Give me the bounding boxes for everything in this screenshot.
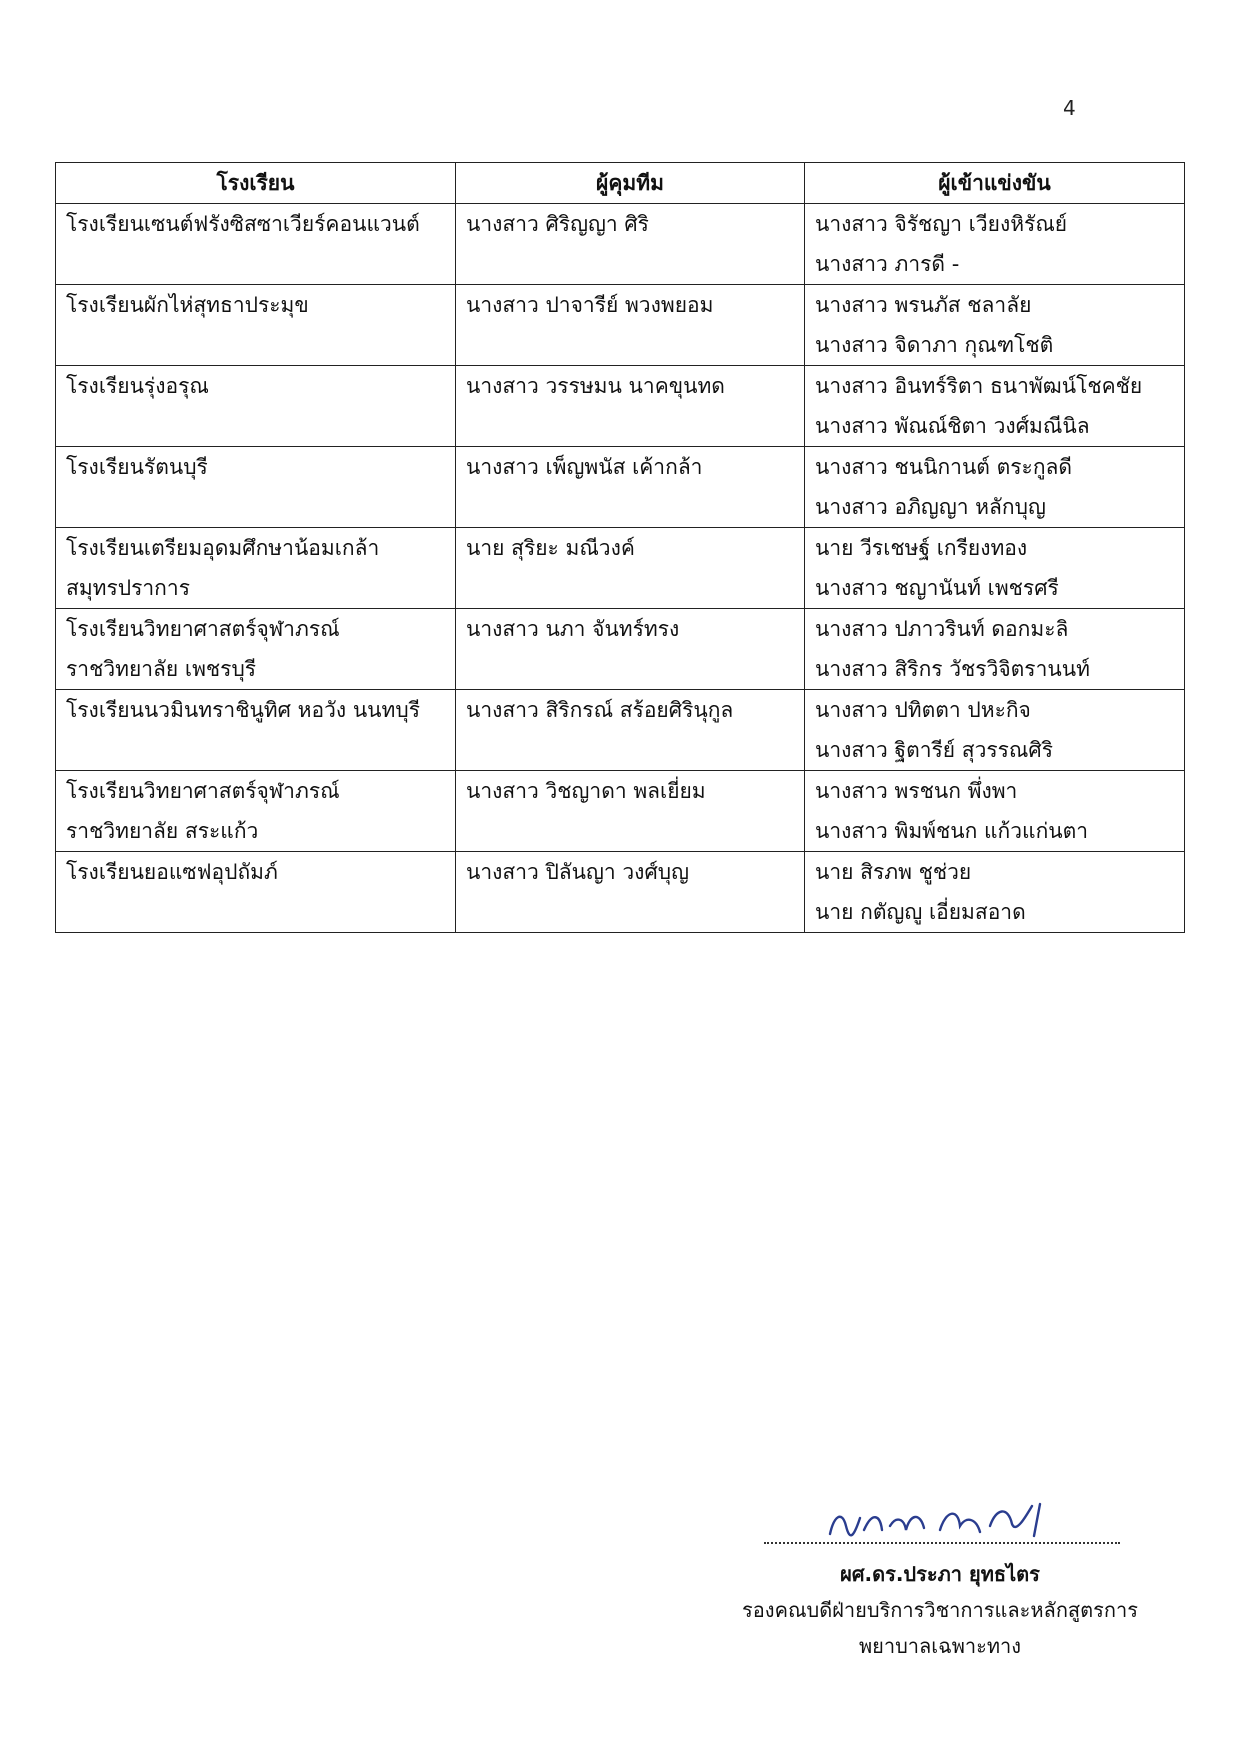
table-row [56, 771, 1185, 852]
competitor-name: นางสาว พรชนก พึ่งพา [815, 779, 1018, 803]
coach-name: นางสาว ปิลันญา วงศ์บุญ [466, 860, 689, 884]
competitor-name: นางสาว ปทิตตา ปหะกิจ [815, 698, 1031, 722]
school-name-line [66, 892, 455, 932]
competitors-cell [805, 447, 1185, 528]
competitors-cell [805, 771, 1185, 852]
coach-cell [456, 528, 805, 609]
competitors-cell [805, 204, 1185, 285]
signer-title: รองคณบดีฝ่ายบริการวิชาการและหลักสูตรการ [742, 1598, 1138, 1622]
coach-cell [456, 690, 805, 771]
competitor-name: นางสาว พัณณ์ชิตา วงศ์มณีนิล [815, 414, 1090, 438]
competitor-name: นางสาว จิรัชญา เวียงหิรัณย์ [815, 212, 1068, 236]
signer-name: ผศ.ดร.ประภา ยุทธไตร [840, 1562, 1040, 1586]
school-name-line [66, 325, 455, 365]
coach-cell [456, 447, 805, 528]
table-row [56, 204, 1185, 285]
coach-name: นางสาว ปาจารีย์ พวงพยอม [466, 293, 714, 317]
competitor-name: นางสาว อินทร์ริตา ธนาพัฒน์โชคชัย [815, 374, 1143, 398]
table-row [56, 852, 1185, 933]
handwritten-signature [820, 1496, 1080, 1544]
coach-cell [456, 366, 805, 447]
signer-department: พยาบาลเฉพาะทาง [858, 1634, 1022, 1658]
school-name-line: โรงเรียนยอแซฟอุปถัมภ์ [66, 860, 278, 884]
school-name-line [66, 406, 455, 446]
school-name-line: ราชวิทยาลัย สระแก้ว [66, 819, 259, 843]
header-school: โรงเรียน [56, 163, 456, 204]
coach-name: นางสาว เพ็ญพนัส เค้ากล้า [466, 455, 703, 479]
school-name-line [66, 730, 455, 770]
competitor-name: นางสาว สิริกร วัชรวิจิตรานนท์ [815, 657, 1090, 681]
school-name-line: โรงเรียนวิทยาศาสตร์จุฬาภรณ์ [66, 779, 340, 803]
school-cell [56, 285, 456, 366]
header-coach: ผู้คุมทีม [456, 163, 805, 204]
school-name-line: โรงเรียนวิทยาศาสตร์จุฬาภรณ์ [66, 617, 340, 641]
school-name-line: โรงเรียนเซนต์ฟรังซิสซาเวียร์คอนแวนต์ [66, 212, 420, 236]
school-cell [56, 852, 456, 933]
table-row [56, 609, 1185, 690]
table-row [56, 366, 1185, 447]
coach-name: นาย สุริยะ มณีวงค์ [466, 536, 635, 560]
coach-name: นางสาว ศิริญญา ศิริ [466, 212, 649, 236]
competitor-name: นาย สิรภพ ชูช่วย [815, 860, 972, 884]
coach-name: นางสาว สิริกรณ์ สร้อยศิรินุกูล [466, 698, 734, 722]
competitor-name: นางสาว พรนภัส ชลาลัย [815, 293, 1032, 317]
coach-cell [456, 771, 805, 852]
school-cell [56, 690, 456, 771]
school-name-line: โรงเรียนรุ่งอรุณ [66, 374, 209, 398]
school-cell [56, 771, 456, 852]
competitor-name: นางสาว อภิญญา หลักบุญ [815, 495, 1046, 519]
competitor-name: นาย กตัญญู เอี่ยมสอาด [815, 900, 1026, 924]
competitor-name: นางสาว ภารดี - [815, 252, 960, 276]
table-row [56, 528, 1185, 609]
school-cell [56, 447, 456, 528]
competitor-name: นางสาว พิมพ์ชนก แก้วแก่นตา [815, 819, 1089, 843]
coach-name: นางสาว วิชญาดา พลเยี่ยม [466, 779, 706, 803]
school-name-line: ราชวิทยาลัย เพชรบุรี [66, 657, 257, 681]
page-number: 4 [1063, 96, 1076, 120]
coach-cell [456, 285, 805, 366]
school-name-line: สมุทรปราการ [66, 576, 190, 600]
competitors-cell [805, 690, 1185, 771]
competitor-name: นาย วีรเชษฐ์ เกรียงทอง [815, 536, 1028, 560]
school-name-line [66, 244, 455, 284]
school-cell [56, 528, 456, 609]
school-name-line: โรงเรียนรัตนบุรี [66, 455, 208, 479]
school-cell [56, 609, 456, 690]
school-name-line: โรงเรียนผักไห่สุทธาประมุข [66, 293, 309, 317]
competitor-name: นางสาว ปภาวรินท์ ดอกมะลิ [815, 617, 1069, 641]
coach-cell [456, 609, 805, 690]
school-cell [56, 366, 456, 447]
competitor-name: นางสาว ชญานันท์ เพชรศรี [815, 576, 1059, 600]
competitors-cell [805, 528, 1185, 609]
competitor-name: นางสาว ฐิตารีย์ สุวรรณศิริ [815, 738, 1054, 762]
competitor-name: นางสาว ชนนิกานต์ ตระกูลดี [815, 455, 1073, 479]
school-cell [56, 204, 456, 285]
competitor-name: นางสาว จิดาภา กุณฑโชติ [815, 333, 1054, 357]
coach-cell [456, 204, 805, 285]
competitors-cell [805, 852, 1185, 933]
header-competitors: ผู้เข้าแข่งขัน [805, 163, 1185, 204]
school-name-line: โรงเรียนนวมินทราชินูทิศ หอวัง นนทบุรี [66, 698, 420, 722]
competitors-cell [805, 609, 1185, 690]
coach-name: นางสาว วรรษมน นาคขุนทด [466, 374, 725, 398]
signature-dotted-line [764, 1542, 1120, 1544]
school-name-line: โรงเรียนเตรียมอุดมศึกษาน้อมเกล้า [66, 536, 380, 560]
table-row [56, 447, 1185, 528]
participants-table [55, 162, 1185, 933]
competitors-cell [805, 366, 1185, 447]
coach-cell [456, 852, 805, 933]
school-name-line [66, 487, 455, 527]
table-row [56, 690, 1185, 771]
competitors-cell [805, 285, 1185, 366]
table-header-row [56, 163, 1185, 204]
coach-name: นางสาว นภา จันทร์ทรง [466, 617, 680, 641]
table-row [56, 285, 1185, 366]
